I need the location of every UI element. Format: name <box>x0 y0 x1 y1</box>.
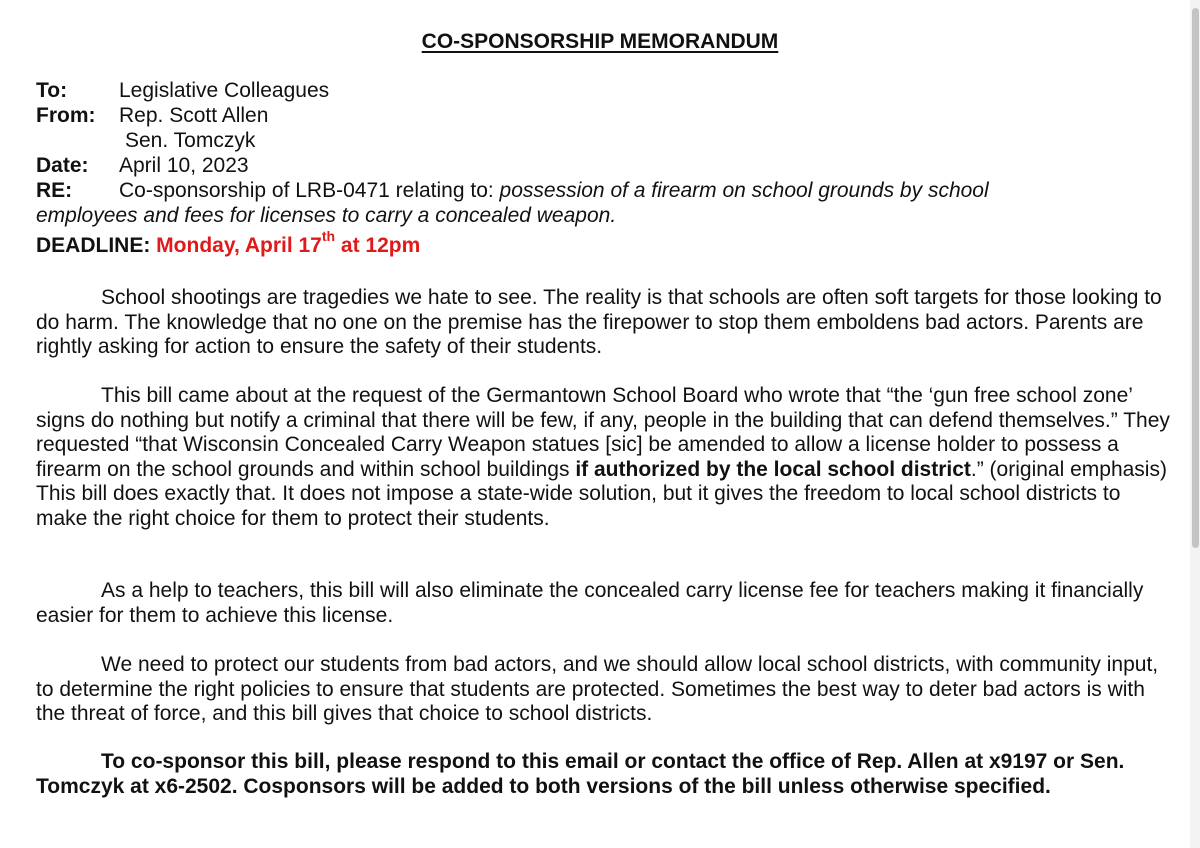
to-line <box>36 79 67 103</box>
paragraph-2-a: This bill came about at the request of the Germantown School Board who wrote that “the ‘gun free school zone’ signs do nothing but notify a criminal that there will be few, if any, people in the building that can defend themselves.” They requested “that Wisconsin Concealed Carry Weapon statues [sic] be amended to allow a license holder to possess a firearm on the school grounds and within school buildings <box>36 384 1170 481</box>
from-value-1: Rep. Scott Allen <box>119 104 269 127</box>
paragraph-2 <box>36 384 1176 531</box>
from-label: From: <box>36 104 96 127</box>
from-line <box>36 104 96 128</box>
deadline-end: at 12pm <box>335 234 421 257</box>
re-subject-2: employees and fees for licenses to carry a concealed weapon. <box>36 204 617 227</box>
to-value: Legislative Colleagues <box>119 79 330 102</box>
re-subject-1: possession of a firearm on school grounds by school <box>499 179 989 202</box>
re-line <box>36 179 72 203</box>
paragraph-4: We need to protect our students from bad actors, and we should allow local school districts, with community input, to determine the right policies to ensure that students are protected. Sometimes the best way to deter bad actors is with the threat of force, and this bill gives that choice to school districts. <box>36 653 1159 725</box>
re-prefix: Co-sponsorship of LRB-0471 relating to: <box>119 179 500 202</box>
re-value-line-1 <box>119 179 989 203</box>
to-label: To: <box>36 79 68 102</box>
deadline-date <box>156 228 421 257</box>
paragraph-1: School shootings are tragedies we hate to see. The reality is that schools are often soft targets for those looking to do harm. The knowledge that no one on the premise has the firepower to stop them emboldens bad actors. Parents are rightly asking for action to ensure the safety of their students. <box>36 286 1162 358</box>
re-label: RE: <box>36 179 73 202</box>
scrollbar-thumb[interactable] <box>1192 8 1199 548</box>
paragraph-2-bold: if authorized by the local school district <box>575 457 971 481</box>
date-line <box>36 154 89 178</box>
deadline-label: DEADLINE: <box>36 234 157 257</box>
from-value-2: Sen. Tomczyk <box>125 129 256 152</box>
deadline-line <box>36 228 421 258</box>
paragraph-2-b: .” (original emphasis) This bill does exactly that. It does not impose a state-wide solution, but it gives the freedom to local school districts to make the right choice for them to protect their students. <box>36 457 1167 530</box>
deadline-sup: th <box>321 228 336 244</box>
memo-title: CO-SPONSORSHIP MEMORANDUM <box>421 30 779 53</box>
vertical-scrollbar[interactable] <box>1190 0 1200 848</box>
paragraph-5: To co-sponsor this bill, please respond to this email or contact the office of Rep. Allen at x9197 or Sen. Tomczyk at x6-2502. Cosponsors will be added to both versions of the bill unless otherwise specified. <box>36 750 1125 798</box>
paragraph-3: As a help to teachers, this bill will also eliminate the concealed carry license fee for teachers making it financially easier for them to achieve this license. <box>36 579 1144 627</box>
date-value: April 10, 2023 <box>119 154 249 177</box>
deadline-main: Monday, April 17 <box>156 234 322 257</box>
date-label: Date: <box>36 154 89 177</box>
